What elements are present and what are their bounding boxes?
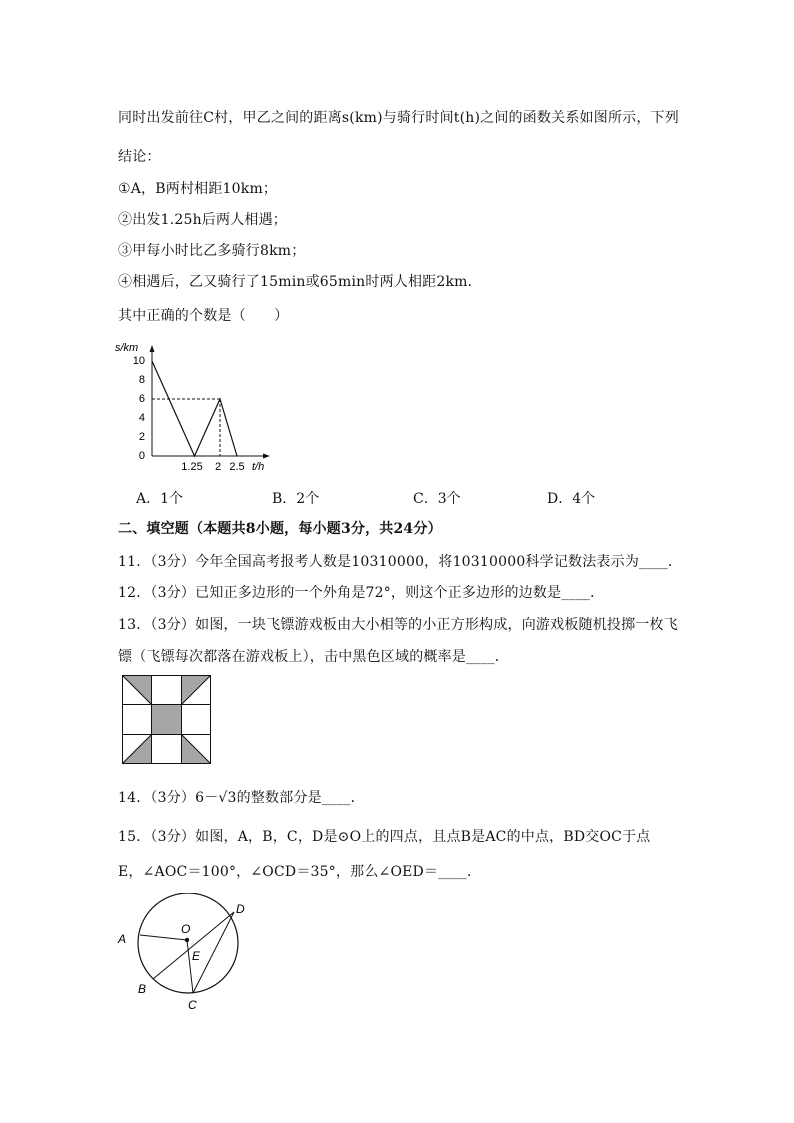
label-o: O	[181, 922, 191, 936]
x-tick-labels	[181, 461, 244, 473]
question-14: 14．（3分）6－√3的整数部分是____．	[118, 790, 365, 806]
section2-heading: 二、填空题（本题共8小题，每小题3分，共24分）	[118, 521, 442, 537]
x-tick-2: 2	[214, 461, 222, 473]
option-c[interactable]: C．3个	[413, 491, 461, 507]
label-e: E	[192, 949, 201, 963]
y-tick-labels	[133, 355, 145, 462]
distance-time-graph	[112, 335, 282, 475]
label-c: C	[188, 998, 197, 1012]
label-b: B	[138, 982, 147, 996]
y-tick-6: 6	[138, 393, 145, 405]
question-13-line1: 13．（3分）如图，一块飞镖游戏板由大小相等的小正方形构成，向游戏板随机投掷一枚飞	[118, 617, 678, 633]
option-b[interactable]: B．2个	[272, 491, 320, 507]
x-tick-1.25: 1.25	[181, 461, 203, 473]
option-d[interactable]: D．4个	[547, 491, 596, 507]
statement-3: ③甲每小时比乙多骑行8km；	[118, 243, 306, 259]
question-15-line2: E，∠AOC＝100°，∠OCD＝35°，那么∠OED＝____．	[118, 864, 482, 880]
x-axis-arrow	[263, 454, 270, 459]
shaded-center-square	[152, 705, 181, 734]
question-12: 12．（3分）已知正多边形的一个外角是72°，则这个正多边形的边数是____．	[118, 585, 605, 601]
problem10-intro-line1: 同时出发前往C村，甲乙之间的距离s(km)与骑行时间t(h)之间的函数关系如图所示，下列	[118, 110, 679, 126]
label-d: D	[236, 902, 245, 916]
x-tick-2.5: 2.5	[229, 461, 245, 473]
question-13-line2: 镖（飞镖每次都落在游戏板上），击中黑色区域的概率是____．	[118, 649, 509, 665]
statement-1: ①A，B两村相距10km；	[118, 181, 278, 197]
problem10-intro-line2: 结论：	[118, 149, 161, 165]
x-axis-label: t/h	[252, 461, 265, 473]
circle-figure	[112, 893, 272, 1018]
y-axis-label: s/km	[115, 342, 139, 354]
y-tick-0: 0	[138, 450, 145, 462]
question-15-line1: 15．（3分）如图，A，B，C，D是⊙O上的四点，且点B是AC的中点，BD交OC于点	[118, 829, 651, 845]
statement-2: ②出发1.25h后两人相遇；	[118, 212, 287, 228]
dartboard-figure	[122, 675, 212, 765]
circle-o	[138, 893, 238, 993]
center-point	[185, 938, 189, 942]
y-tick-8: 8	[138, 374, 145, 386]
statement-4: ④相遇后，乙又骑行了15min或65min时两人相距2km．	[118, 274, 482, 290]
label-a: A	[118, 932, 127, 946]
problem10-question: 其中正确的个数是（ ）	[118, 308, 289, 324]
y-tick-4: 4	[138, 412, 145, 424]
option-a[interactable]: A．1个	[136, 491, 184, 507]
y-tick-2: 2	[138, 431, 145, 443]
y-axis-arrow	[150, 345, 155, 352]
series-line	[152, 361, 237, 456]
y-tick-10: 10	[132, 355, 145, 367]
question-11: 11．（3分）今年全国高考报考人数是10310000，将10310000科学记数法表示为____．	[118, 554, 683, 570]
